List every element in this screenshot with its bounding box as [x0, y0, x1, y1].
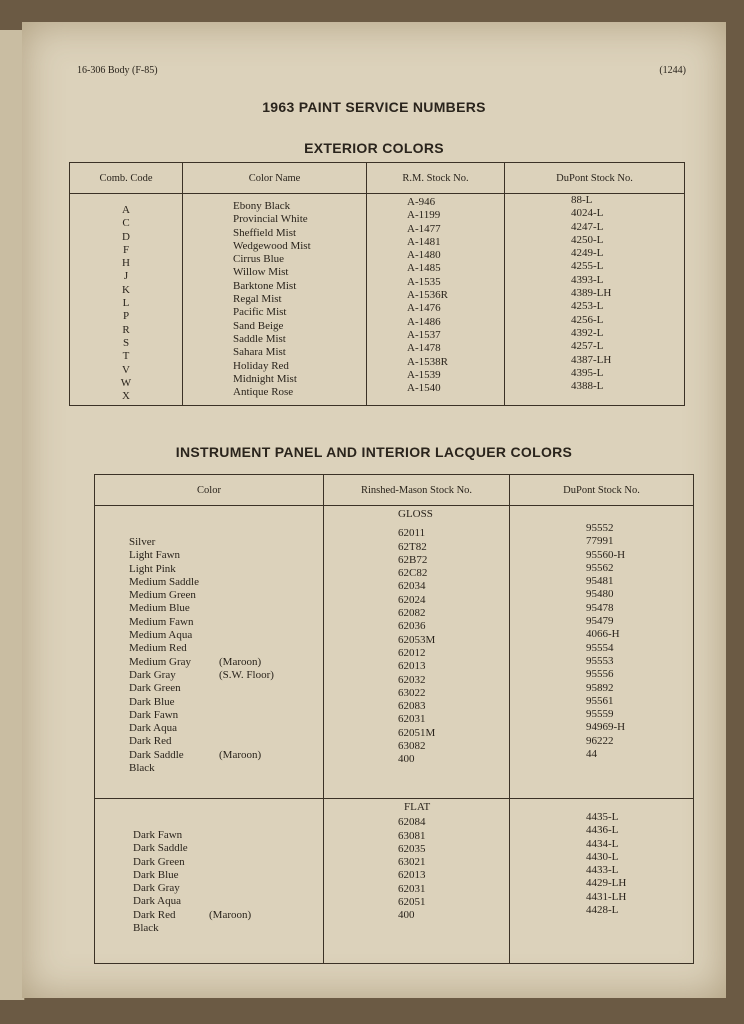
list-item: 88-L [571, 194, 593, 206]
list-item: 95562 [586, 561, 614, 574]
list-item: 62051M [398, 726, 436, 739]
list-item: A-1476 [407, 302, 441, 315]
list-item: A-946 [407, 196, 436, 208]
list-item: 95892 [586, 681, 614, 694]
list-item: A-1485 [407, 262, 441, 275]
list-item: A-1536R [407, 289, 448, 302]
list-item: Antique Rose [233, 386, 294, 399]
list-item: Medium Green [129, 589, 196, 602]
list-item: D [122, 230, 130, 243]
list-item: 4433-L [586, 864, 619, 877]
list-item: A-1539 [407, 368, 441, 381]
list-item: 63081 [398, 829, 426, 842]
list-item: 77991 [586, 535, 614, 548]
flat-dupont-column [510, 799, 694, 964]
list-item: 62011 [398, 527, 426, 540]
list-item: 62031 [398, 882, 426, 895]
list-item: A-1199 [407, 209, 441, 222]
flat-color-column [95, 799, 324, 964]
list-item: Dark Fawn [133, 829, 183, 841]
list-item: A-1538R [407, 355, 448, 368]
list-item: A-1480 [407, 249, 441, 262]
list-item: Barktone Mist [233, 279, 297, 292]
list-item: 4428-L [586, 904, 619, 917]
list-item: 4431-LH [586, 890, 627, 903]
list-item: Midnight Mist [233, 372, 297, 385]
page-title: 1963 PAINT SERVICE NUMBERS [262, 99, 486, 115]
col-header-dupont-stock: DuPont Stock No. [505, 163, 685, 194]
list-item: Dark Aqua [129, 722, 177, 735]
page-section-ref: 16-306 Body (F-85) [77, 65, 158, 76]
list-item: 95559 [586, 708, 614, 721]
col-header-dupont-stock: DuPont Stock No. [510, 475, 694, 506]
list-item: 62C82 [398, 567, 428, 580]
list-item: 62013 [398, 660, 426, 673]
list-item: 95478 [586, 601, 614, 614]
list-item: 44 [586, 748, 597, 761]
list-item: Dark Fawn [129, 708, 179, 721]
list-item: A-1537 [407, 328, 441, 341]
list-item: 62031 [398, 713, 426, 726]
list-item: 4249-L [571, 247, 604, 260]
list-item: Medium Gray (Maroon) [129, 655, 262, 668]
list-item: 62T82 [398, 540, 427, 553]
list-item: 62084 [398, 816, 426, 829]
list-item: F [122, 243, 130, 256]
col-header-color-name: Color Name [183, 163, 367, 194]
list-item: A-1478 [407, 342, 441, 355]
list-item: Provincial White [233, 213, 308, 226]
list-item: Dark Aqua [133, 895, 181, 908]
gloss-color-column [95, 506, 324, 799]
list-item: S [122, 336, 130, 349]
list-item: Saddle Mist [233, 332, 286, 345]
list-item: 4429-LH [586, 877, 627, 890]
list-item: Holiday Red [233, 359, 289, 372]
list-item: Medium Fawn [129, 615, 194, 628]
list-item: K [122, 283, 130, 296]
document-page [22, 22, 726, 998]
flat-rm-column [324, 799, 510, 964]
list-item: Dark Red [129, 735, 172, 748]
list-item: A-1535 [407, 275, 441, 288]
list-item: 95556 [586, 668, 614, 681]
list-item: 4066-H [586, 628, 620, 641]
list-item: 94969-H [586, 721, 626, 734]
list-item: 95560-H [586, 548, 626, 561]
comb-code-column [70, 194, 183, 406]
list-item: Dark Blue [129, 695, 175, 708]
col-header-rm-stock: R.M. Stock No. [367, 163, 505, 194]
list-item: 62034 [398, 580, 426, 593]
list-item: 62B72 [398, 553, 428, 566]
list-item: 4257-L [571, 340, 604, 353]
list-item: A-1477 [407, 222, 441, 235]
list-item: 4435-L [586, 811, 619, 823]
list-item: Cirrus Blue [233, 253, 285, 266]
list-item: 95479 [586, 615, 614, 628]
list-item: C [122, 217, 130, 230]
list-item: 95554 [586, 641, 614, 654]
page-number: (1244) [659, 65, 686, 76]
list-item: 4395-L [571, 366, 604, 379]
list-item: W [120, 376, 132, 389]
list-item: 63021 [398, 856, 426, 869]
list-item: A-1481 [407, 235, 441, 248]
list-item: 4392-L [571, 326, 604, 339]
list-item [129, 775, 323, 788]
col-header-comb-code: Comb. Code [70, 163, 183, 194]
list-item: Willow Mist [233, 266, 289, 279]
list-item: Regal Mist [233, 293, 282, 306]
list-item: L [122, 297, 130, 310]
list-item: 63082 [398, 740, 426, 753]
list-item: 4388-L [571, 380, 604, 393]
gloss-dupont-column [510, 506, 694, 799]
list-item: 95553 [586, 654, 614, 667]
list-item: Dark Green [133, 855, 185, 868]
list-item: 4430-L [586, 850, 619, 863]
list-item: 62051 [398, 896, 426, 909]
gloss-rm-column [324, 506, 510, 799]
gloss-section-label: GLOSS [398, 508, 433, 520]
list-item: Light Pink [129, 562, 176, 575]
list-item: 400 [398, 909, 415, 922]
interior-heading: INSTRUMENT PANEL AND INTERIOR LACQUER COLORS [175, 444, 573, 460]
list-item: Wedgewood Mist [233, 239, 311, 252]
list-item: Dark Blue [133, 868, 179, 881]
list-item: 96222 [586, 734, 614, 747]
col-header-color: Color [95, 475, 324, 506]
list-item: 4255-L [571, 260, 604, 273]
list-item: 4436-L [586, 824, 619, 837]
list-item: 4387-LH [571, 353, 612, 366]
list-item: 4253-L [571, 300, 604, 313]
list-item: Ebony Black [233, 200, 291, 212]
list-item: Pacific Mist [233, 306, 287, 319]
list-item: Dark Gray [133, 882, 180, 895]
list-item: 95552 [586, 522, 614, 534]
list-item: 62013 [398, 869, 426, 882]
exterior-heading: EXTERIOR COLORS [304, 140, 444, 156]
list-item: X [122, 390, 130, 403]
list-item: Medium Red [129, 642, 187, 655]
list-item: P [122, 310, 130, 323]
list-item: Dark Saddle (Maroon) [129, 748, 262, 761]
list-item: 62083 [398, 700, 426, 713]
list-item: V [122, 363, 130, 376]
flat-section-label: FLAT [404, 801, 431, 813]
list-item: Light Fawn [129, 549, 181, 562]
list-item: 62036 [398, 620, 426, 633]
list-item: 62053M [398, 633, 436, 646]
list-item: 62024 [398, 593, 426, 606]
list-item: 4393-L [571, 273, 604, 286]
list-item: 4024-L [571, 207, 604, 220]
rm-stock-column [367, 194, 505, 406]
list-item: Sand Beige [233, 319, 284, 332]
list-item: 4247-L [571, 220, 604, 233]
list-item: Medium Blue [129, 602, 190, 615]
list-item: 4389-LH [571, 287, 612, 300]
list-item: 95561 [586, 694, 614, 707]
list-item: Silver [129, 536, 156, 548]
list-item: 4256-L [571, 313, 604, 326]
list-item: 4434-L [586, 837, 619, 850]
list-item: Medium Aqua [129, 629, 193, 642]
list-item: A-1486 [407, 315, 441, 328]
list-item: 4250-L [571, 233, 604, 246]
exterior-colors-table [69, 162, 685, 406]
list-item: Dark Gray (S.W. Floor) [129, 668, 274, 681]
list-item: 62012 [398, 646, 426, 659]
list-item: J [123, 270, 129, 283]
list-item: Black [133, 922, 159, 935]
list-item: Sheffield Mist [233, 226, 297, 239]
list-item: Dark Saddle [133, 842, 188, 855]
list-item: 400 [398, 753, 415, 766]
list-item: Dark Green [129, 682, 181, 695]
color-name-column [183, 194, 367, 406]
list-item: Black [129, 762, 155, 775]
list-item: A-1540 [407, 382, 441, 395]
list-item: Sahara Mist [233, 346, 286, 359]
list-item: Medium Saddle [129, 575, 199, 588]
list-item: H [122, 257, 130, 270]
list-item: 63022 [398, 686, 426, 699]
list-item: 95480 [586, 588, 614, 601]
page-header [77, 65, 686, 81]
list-item: T [122, 350, 130, 363]
list-item: 62082 [398, 607, 426, 620]
col-header-rinshed-mason-stock: Rinshed-Mason Stock No. [324, 475, 510, 506]
list-item: 62035 [398, 842, 426, 855]
list-item: 95481 [586, 575, 614, 588]
dupont-stock-column [505, 194, 685, 406]
list-item: A [122, 204, 130, 216]
list-item: Dark Red (Maroon) [133, 908, 252, 921]
list-item: R [122, 323, 130, 336]
interior-colors-table [94, 474, 694, 964]
list-item: 62032 [398, 673, 426, 686]
